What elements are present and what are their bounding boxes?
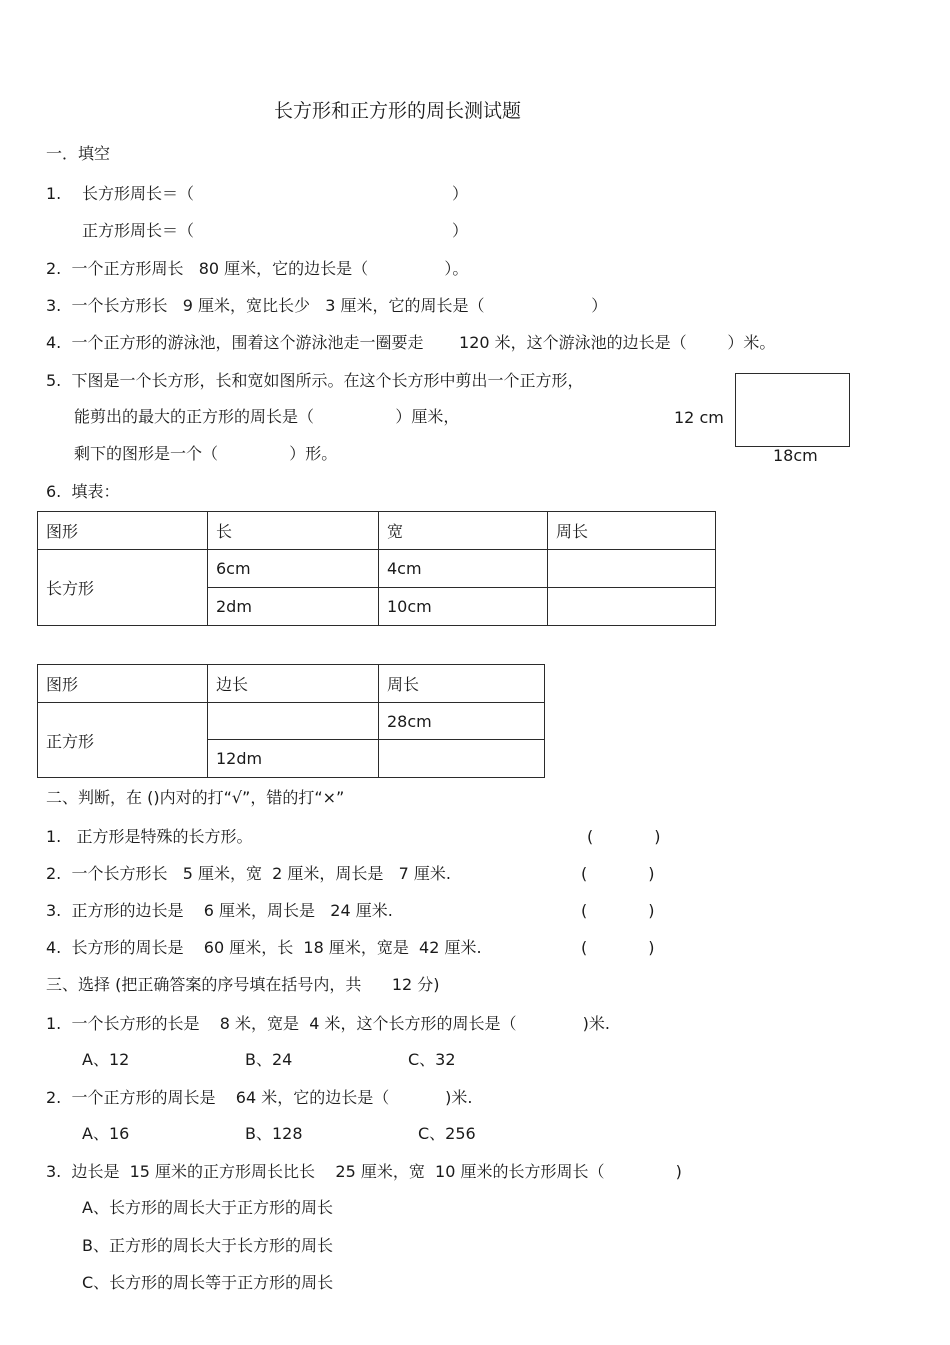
section2-heading: 二、判断，在 ()内对的打“√”，错的打“×”: [46, 788, 345, 807]
table2-cell[interactable]: [379, 740, 545, 778]
table1-header-perimeter: 周长: [548, 512, 716, 550]
q1-square-close: ）: [452, 221, 469, 240]
judge-item-2: 2. 一个长方形长 5 厘米，宽 2 厘米，周长是 7 厘米.: [46, 864, 452, 883]
choice-q2-option-b[interactable]: B、128: [245, 1124, 303, 1143]
table1-cell[interactable]: [548, 550, 716, 588]
choice-q2: 2. 一个正方形的周长是 64 米，它的边长是（ )米.: [46, 1088, 473, 1107]
q5-line1: 5. 下图是一个长方形，长和宽如图所示。在这个长方形中剪出一个正方形，: [46, 371, 584, 390]
choice-q1-option-a[interactable]: A、12: [82, 1050, 130, 1069]
table1-cell: 6cm: [208, 550, 379, 588]
q1-rect-perimeter: 长方形周长＝（: [82, 184, 195, 203]
table1-header-length: 长: [208, 512, 379, 550]
q2: 2. 一个正方形周长 80 厘米，它的边长是（ ）。: [46, 259, 469, 278]
choice-q3-option-c[interactable]: C、长方形的周长等于正方形的周长: [82, 1273, 334, 1292]
q5-line2: 能剪出的最大的正方形的周长是（ ）厘米，: [74, 407, 460, 426]
q3: 3. 一个长方形长 9 厘米，宽比长少 3 厘米，它的周长是（ ）: [46, 296, 608, 315]
page-title: 长方形和正方形的周长测试题: [274, 100, 522, 122]
table2-header-shape: 图形: [38, 665, 208, 703]
judge-paren-3[interactable]: ( ): [581, 901, 655, 920]
rectangle-table: [37, 511, 716, 626]
table1-header-shape: 图形: [38, 512, 208, 550]
q1-square-perimeter: 正方形周长＝（: [82, 221, 195, 240]
judge-item-3: 3. 正方形的边长是 6 厘米，周长是 24 厘米.: [46, 901, 393, 920]
choice-q3-option-a[interactable]: A、长方形的周长大于正方形的周长: [82, 1198, 333, 1217]
table1-cell: 2dm: [208, 588, 379, 626]
table1-cell: 4cm: [379, 550, 548, 588]
choice-q2-option-c[interactable]: C、256: [418, 1124, 476, 1143]
choice-q3-option-b[interactable]: B、正方形的周长大于长方形的周长: [82, 1236, 333, 1255]
table2-shape-cell: 正方形: [38, 703, 208, 778]
q4: 4. 一个正方形的游泳池，围着这个游泳池走一圈要走 120 米，这个游泳池的边长是（ ）米。: [46, 333, 776, 352]
q5-line3: 剩下的图形是一个（ ）形。: [74, 444, 338, 463]
q1-number: 1.: [46, 184, 62, 203]
q5-width-label: 12 cm: [674, 408, 724, 427]
table2-header-side: 边长: [208, 665, 379, 703]
section1-heading: 一．填空: [46, 144, 111, 163]
judge-item-4: 4. 长方形的周长是 60 厘米，长 18 厘米，宽是 42 厘米.: [46, 938, 482, 957]
table2-cell[interactable]: [208, 703, 379, 740]
q6: 6. 填表：: [46, 482, 120, 501]
table2-header-perimeter: 周长: [379, 665, 545, 703]
choice-q1-option-b[interactable]: B、24: [245, 1050, 293, 1069]
table2-cell: 12dm: [208, 740, 379, 778]
q5-rectangle-figure: [735, 373, 850, 447]
section3-heading: 三、选择 (把正确答案的序号填在括号内，共 12 分): [46, 975, 440, 994]
table1-header-width: 宽: [379, 512, 548, 550]
table1-cell: 10cm: [379, 588, 548, 626]
choice-q2-option-a[interactable]: A、16: [82, 1124, 130, 1143]
judge-paren-2[interactable]: ( ): [581, 864, 655, 883]
judge-paren-1[interactable]: ( ): [587, 827, 661, 846]
choice-q1-option-c[interactable]: C、32: [408, 1050, 456, 1069]
square-table: [37, 664, 545, 778]
judge-item-1: 1. 正方形是特殊的长方形。: [46, 827, 253, 846]
choice-q1: 1. 一个长方形的长是 8 米，宽是 4 米，这个长方形的周长是（ )米.: [46, 1014, 610, 1033]
table1-cell[interactable]: [548, 588, 716, 626]
choice-q3: 3. 边长是 15 厘米的正方形周长比长 25 厘米，宽 10 厘米的长方形周长（ ): [46, 1162, 682, 1181]
table2-cell: 28cm: [379, 703, 545, 740]
q5-length-label: 18cm: [773, 446, 818, 465]
table1-shape-cell: 长方形: [38, 550, 208, 626]
judge-paren-4[interactable]: ( ): [581, 938, 655, 957]
q1-rect-close: ）: [452, 184, 469, 203]
